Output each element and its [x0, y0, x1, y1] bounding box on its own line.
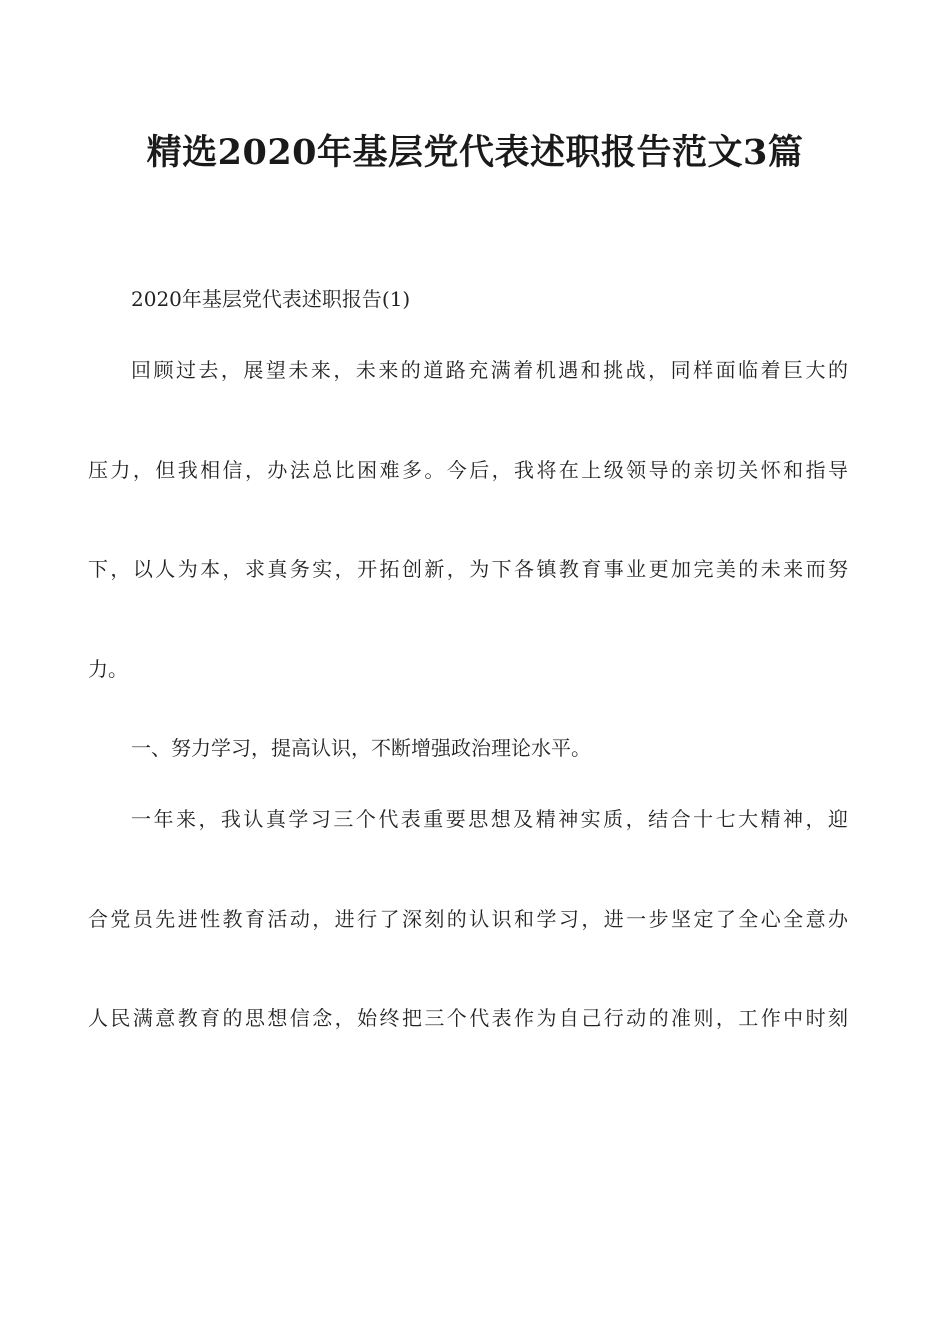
paragraph-line: 合党员先进性教育活动，进行了深刻的认识和学习，进一步坚定了全心全意办 [88, 907, 848, 931]
document-title: 精选2020年基层党代表述职报告范文3篇 [146, 132, 804, 173]
paragraph-line: 下，以人为本，求真务实，开拓创新，为下各镇教育事业更加完美的未来而努 [88, 557, 848, 581]
paragraph-line: 回顾过去，展望未来，未来的道路充满着机遇和挑战，同样面临着巨大的 [131, 358, 848, 382]
paragraph-line: 一年来，我认真学习三个代表重要思想及精神实质，结合十七大精神，迎 [131, 807, 848, 831]
section-heading: 2020年基层党代表述职报告(1) [131, 287, 411, 311]
paragraph-line: 人民满意教育的思想信念，始终把三个代表作为自己行动的准则，工作中时刻 [88, 1006, 848, 1030]
paragraph-line: 压力，但我相信，办法总比困难多。今后，我将在上级领导的亲切关怀和指导 [88, 458, 848, 482]
paragraph-line: 力。 [88, 657, 128, 681]
subsection-heading: 一、努力学习，提高认识，不断增强政治理论水平。 [131, 736, 591, 760]
